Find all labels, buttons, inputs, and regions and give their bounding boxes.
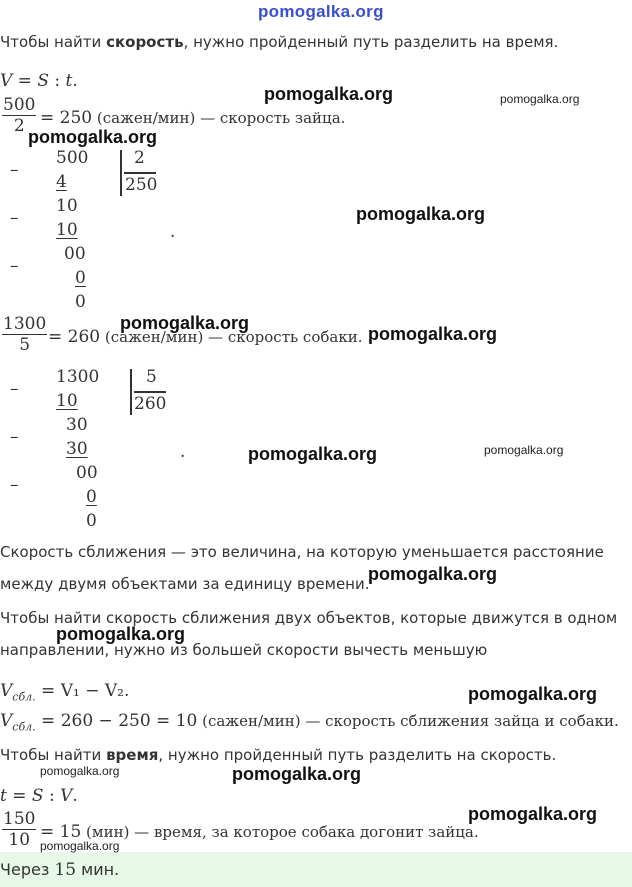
text: , нужно пройденный путь разделить на время. [183, 33, 559, 51]
fraction-time [2, 809, 36, 850]
divisor: 5 [146, 367, 157, 387]
var-v: V [0, 71, 13, 91]
var-t: t [0, 786, 7, 806]
minus-sign: – [10, 160, 19, 180]
paragraph-closing-speed-def-1: Скорость сближения — это величина, на которую уменьшается расстояние [0, 543, 604, 561]
remainder: 00 [76, 463, 98, 483]
denominator: 10 [8, 830, 31, 850]
formula-speed [0, 71, 78, 91]
minus-sign: – [10, 256, 19, 276]
watermark[interactable]: pomogalka.org [248, 444, 378, 464]
watermark[interactable]: pomogalka.org [28, 127, 158, 147]
subtrahend: 10 [56, 391, 78, 411]
formula-time [0, 786, 78, 806]
paragraph-time-rule [0, 746, 556, 764]
text: Чтобы найти [0, 33, 107, 51]
minus-sign: – [10, 475, 19, 495]
expression: = 260 − 250 = 10 [35, 711, 198, 731]
dot: . [180, 442, 186, 462]
quotient: 260 [134, 394, 167, 414]
bold-term: скорость [106, 33, 184, 51]
text: , нужно пройденный путь разделить на скорость. [158, 746, 557, 764]
formula-closing-speed [0, 681, 129, 703]
answer-value: 15 [54, 860, 77, 880]
unit-text: (сажен/мин) — скорость зайца. [92, 109, 346, 127]
subtrahend: 4 [56, 172, 67, 192]
subtrahend: 30 [66, 439, 88, 459]
minus-sign: – [10, 379, 19, 399]
watermark[interactable]: pomogalka.org [468, 684, 598, 704]
division-bar [120, 150, 122, 196]
subscript: сбл. [12, 690, 36, 704]
watermark[interactable]: pomogalka.org [368, 564, 498, 584]
subtrahend: 10 [56, 220, 78, 240]
fraction-dog [2, 314, 47, 355]
answer-box [0, 852, 632, 887]
watermark[interactable]: pomogalka.org [232, 764, 362, 784]
var-s: S [31, 786, 44, 806]
subtrahend: 0 [75, 268, 86, 288]
var-t: t [65, 71, 73, 91]
op: = [6, 786, 32, 806]
var-s: S [37, 71, 49, 91]
watermark[interactable]: pomogalka.org [56, 624, 186, 644]
remainder: 00 [64, 244, 86, 264]
dividend: 1300 [56, 367, 100, 387]
op: : [49, 71, 66, 91]
division-line [134, 391, 166, 393]
watermark[interactable]: pomogalka.org [468, 804, 598, 824]
minus-sign: – [10, 427, 19, 447]
watermark[interactable]: pomogalka.org [484, 443, 564, 457]
op: . [72, 786, 78, 806]
paragraph-closing-speed-def-2: между двумя объектами за единицу времени. [0, 575, 370, 593]
expression: = V₁ − V₂. [35, 681, 130, 701]
watermark-top[interactable]: pomogalka.org [258, 2, 384, 21]
divisor: 2 [134, 148, 145, 168]
hare-result [40, 108, 345, 128]
numerator: 1300 [3, 314, 47, 334]
paragraph-closing-speed-rule-2: направлении, нужно из большей скорости вычесть меньшую [0, 641, 488, 659]
remainder: 0 [86, 511, 97, 531]
numerator: 500 [3, 95, 36, 115]
var-v: V [60, 786, 73, 806]
var-v: V [0, 681, 13, 701]
denominator: 2 [13, 116, 25, 136]
watermark[interactable]: pomogalka.org [120, 313, 250, 333]
result: = 250 [40, 108, 93, 128]
op: . [72, 71, 78, 91]
watermark[interactable]: pomogalka.org [40, 764, 120, 778]
quotient: 250 [125, 175, 158, 195]
op: : [43, 786, 61, 806]
watermark[interactable]: pomogalka.org [368, 324, 498, 344]
result: = 260 [48, 327, 101, 347]
paragraph-closing-speed-rule-1: Чтобы найти скорость сближения двух объектов, которые движутся в одном [0, 609, 618, 627]
text: Чтобы найти [0, 746, 107, 764]
watermark[interactable]: pomogalka.org [264, 84, 394, 104]
dot: . [170, 222, 176, 242]
minus-sign: – [10, 208, 19, 228]
unit-text: (сажен/мин) — скорость собаки. [100, 328, 363, 346]
denominator: 5 [19, 335, 31, 355]
formula-closing-speed-calc [0, 711, 619, 733]
unit-text: (сажен/мин) — скорость сближения зайца и собаки. [197, 712, 619, 730]
subscript: сбл. [12, 720, 36, 734]
text: Через [0, 860, 55, 879]
paragraph-speed-rule [0, 33, 558, 51]
result: = 15 [40, 822, 82, 842]
remainder: 30 [66, 415, 88, 435]
division-line [124, 172, 156, 174]
dividend: 500 [56, 148, 89, 168]
watermark[interactable]: pomogalka.org [356, 204, 486, 224]
op: = [12, 71, 38, 91]
division-bar [130, 369, 132, 415]
watermark[interactable]: pomogalka.org [40, 839, 120, 853]
answer-text [0, 860, 119, 880]
unit-text: (мин) — время, за которое собака догонит зайца. [81, 823, 479, 841]
bold-term: время [106, 746, 159, 764]
text: мин. [76, 860, 120, 879]
numerator: 150 [3, 809, 36, 829]
watermark[interactable]: pomogalka.org [500, 92, 580, 106]
var-v: V [0, 711, 13, 731]
remainder: 0 [75, 292, 86, 312]
subtrahend: 0 [86, 487, 97, 507]
remainder: 10 [56, 196, 78, 216]
